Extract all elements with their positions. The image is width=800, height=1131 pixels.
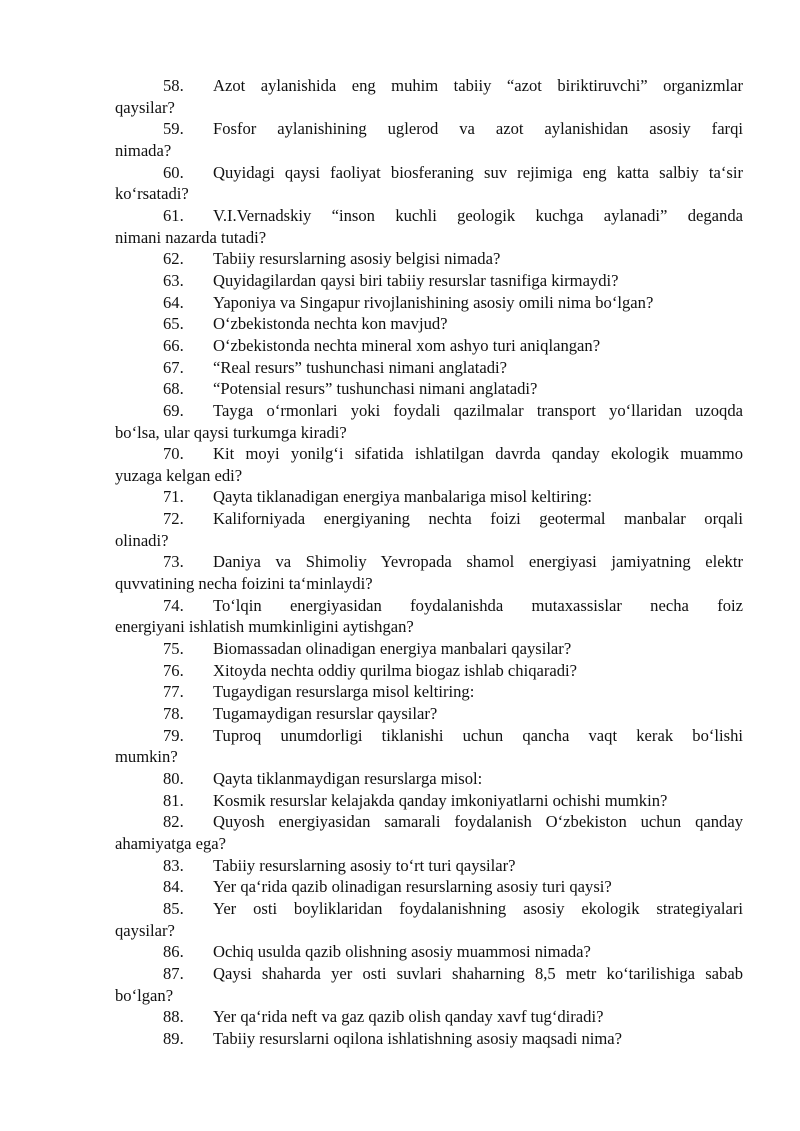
question-text: Yaponiya va Singapur rivojlanishining asosiy omili nima bo‘lgan?	[213, 292, 654, 312]
question-number: 81.	[163, 790, 184, 810]
question-text-continuation: energiyani ishlatish mumkinligini aytishgan?	[115, 617, 414, 637]
question-item	[115, 681, 743, 703]
question-number: 68.	[163, 379, 184, 399]
question-item	[115, 790, 743, 812]
question-item	[115, 725, 743, 768]
question-number: 65.	[163, 314, 184, 334]
question-text-continuation: quvvatining necha foizini ta‘minlaydi?	[115, 574, 373, 594]
question-text: Tabiiy resurslarning asosiy belgisi nimada?	[213, 249, 501, 269]
question-number: 69.	[163, 400, 184, 420]
question-number: 74.	[163, 595, 184, 615]
question-text: Ochiq usulda qazib olishning asosiy muammosi nimada?	[213, 942, 591, 962]
question-number: 61.	[163, 205, 184, 225]
question-text: Qayta tiklanadigan energiya manbalariga misol keltiring:	[213, 487, 592, 507]
question-item	[115, 205, 743, 248]
question-number: 77.	[163, 682, 184, 702]
question-text: V.I.Vernadskiy “inson kuchli geologik kuchga aylanadi” deganda	[213, 205, 743, 225]
question-number: 63.	[163, 270, 184, 290]
question-item	[115, 292, 743, 314]
question-item	[115, 118, 743, 161]
question-number: 64.	[163, 292, 184, 312]
question-item	[115, 811, 743, 854]
question-number: 76.	[163, 660, 184, 680]
question-text-continuation: ko‘rsatadi?	[115, 184, 189, 204]
question-text-continuation: nimada?	[115, 140, 172, 160]
question-text: Yer qa‘rida qazib olinadigan resurslarning asosiy turi qaysi?	[213, 877, 612, 897]
question-text: Yer osti boyliklaridan foydalanishning asosiy ekologik strategiyalari	[213, 898, 743, 918]
question-item	[115, 378, 743, 400]
question-number: 71.	[163, 487, 184, 507]
question-item	[115, 75, 743, 118]
question-item	[115, 941, 743, 963]
question-number: 78.	[163, 704, 184, 724]
question-text: Quyidagilardan qaysi biri tabiiy resurslar tasnifiga kirmaydi?	[213, 270, 619, 290]
question-text-continuation: ahamiyatga ega?	[115, 833, 227, 853]
question-item	[115, 898, 743, 941]
question-item	[115, 768, 743, 790]
question-text: Tugamaydigan resurslar qaysilar?	[213, 704, 438, 724]
question-text: Tuproq unumdorligi tiklanishi uchun qancha vaqt kerak bo‘lishi	[213, 725, 743, 745]
question-text: Kit moyi yonilg‘i sifatida ishlatilgan davrda qanday ekologik muammo	[213, 444, 743, 464]
question-text: Qayta tiklanmaydigan resurslarga misol:	[213, 769, 483, 788]
question-item	[115, 357, 743, 379]
question-text-continuation: qaysilar?	[115, 97, 175, 117]
question-text: O‘zbekistonda nechta kon mavjud?	[213, 314, 448, 334]
question-item	[115, 313, 743, 335]
question-text: Fosfor aylanishining uglerod va azot aylanishidan asosiy farqi	[213, 119, 743, 139]
question-number: 84.	[163, 877, 184, 897]
question-number: 75.	[163, 639, 184, 659]
question-item	[115, 443, 743, 486]
question-text: O‘zbekistonda nechta mineral xom ashyo turi aniqlangan?	[213, 335, 601, 355]
question-text: Tabiiy resurslarni oqilona ishlatishning asosiy maqsadi nima?	[213, 1028, 623, 1048]
question-text: Xitoyda nechta oddiy qurilma biogaz ishlab chiqaradi?	[213, 660, 578, 680]
question-item	[115, 1028, 743, 1050]
question-item	[115, 660, 743, 682]
question-number: 70.	[163, 444, 184, 464]
question-text: “Potensial resurs” tushunchasi nimani anglatadi?	[213, 379, 538, 399]
question-text: To‘lqin energiyasidan foydalanishda mutaxassislar necha foiz	[213, 595, 743, 615]
question-number: 86.	[163, 942, 184, 962]
question-text: Tugaydigan resurslarga misol keltiring:	[213, 682, 475, 702]
question-item	[115, 876, 743, 898]
question-text: Quyosh energiyasidan samarali foydalanish O‘zbekiston uchun qanday	[213, 812, 743, 832]
question-number: 82.	[163, 812, 184, 832]
question-item	[115, 335, 743, 357]
question-item	[115, 855, 743, 877]
question-text: Biomassadan olinadigan energiya manbalari qaysilar?	[213, 639, 572, 659]
question-text-continuation: qaysilar?	[115, 920, 175, 940]
question-number: 72.	[163, 509, 184, 529]
question-text: Daniya va Shimoliy Yevropada shamol energiyasi jamiyatning elektr	[213, 552, 743, 572]
question-number: 79.	[163, 725, 184, 745]
question-text-continuation: bo‘lsa, ular qaysi turkumga kiradi?	[115, 422, 347, 442]
question-text-continuation: bo‘lgan?	[115, 985, 174, 1005]
question-text: Tayga o‘rmonlari yoki foydali qazilmalar transport yo‘llaridan uzoqda	[213, 400, 743, 420]
question-text: Qaysi shaharda yer osti suvlari shaharning 8,5 metr ko‘tarilishiga sabab	[213, 963, 743, 983]
question-item	[115, 703, 743, 725]
question-number: 60.	[163, 162, 184, 182]
question-item	[115, 963, 743, 1006]
question-number: 59.	[163, 119, 184, 139]
question-item	[115, 638, 743, 660]
question-text: Kosmik resurslar kelajakda qanday imkoniyatlarni ochishi mumkin?	[213, 790, 668, 810]
question-item	[115, 248, 743, 270]
question-text: Yer qa‘rida neft va gaz qazib olish qanday xavf tug‘diradi?	[213, 1007, 604, 1027]
question-number: 85.	[163, 898, 184, 918]
question-list	[115, 75, 743, 1050]
question-text-continuation: yuzaga kelgan edi?	[115, 465, 243, 485]
question-item	[115, 508, 743, 551]
question-item	[115, 486, 743, 508]
question-number: 66.	[163, 335, 184, 355]
question-text-continuation: nimani nazarda tutadi?	[115, 227, 267, 247]
question-number: 83.	[163, 855, 184, 875]
question-number: 89.	[163, 1028, 184, 1048]
question-item	[115, 551, 743, 594]
question-number: 62.	[163, 249, 184, 269]
question-text: Quyidagi qaysi faoliyat biosferaning suv rejimiga eng katta salbiy ta‘sir	[213, 162, 743, 182]
question-text: Azot aylanishida eng muhim tabiiy “azot biriktiruvchi” organizmlar	[213, 76, 743, 95]
question-item	[115, 400, 743, 443]
question-number: 88.	[163, 1007, 184, 1027]
question-number: 73.	[163, 552, 184, 572]
question-item	[115, 595, 743, 638]
question-number: 80.	[163, 769, 184, 788]
question-number: 87.	[163, 963, 184, 983]
question-item	[115, 270, 743, 292]
question-number: 58.	[163, 76, 184, 95]
question-text: Tabiiy resurslarning asosiy to‘rt turi qaysilar?	[213, 855, 516, 875]
question-text-continuation: olinadi?	[115, 530, 169, 550]
question-item	[115, 162, 743, 205]
question-text-continuation: mumkin?	[115, 747, 178, 767]
question-text: Kaliforniyada energiyaning nechta foizi geotermal manbalar orqali	[213, 509, 743, 529]
question-item	[115, 1006, 743, 1028]
question-text: “Real resurs” tushunchasi nimani anglatadi?	[213, 357, 507, 377]
question-number: 67.	[163, 357, 184, 377]
